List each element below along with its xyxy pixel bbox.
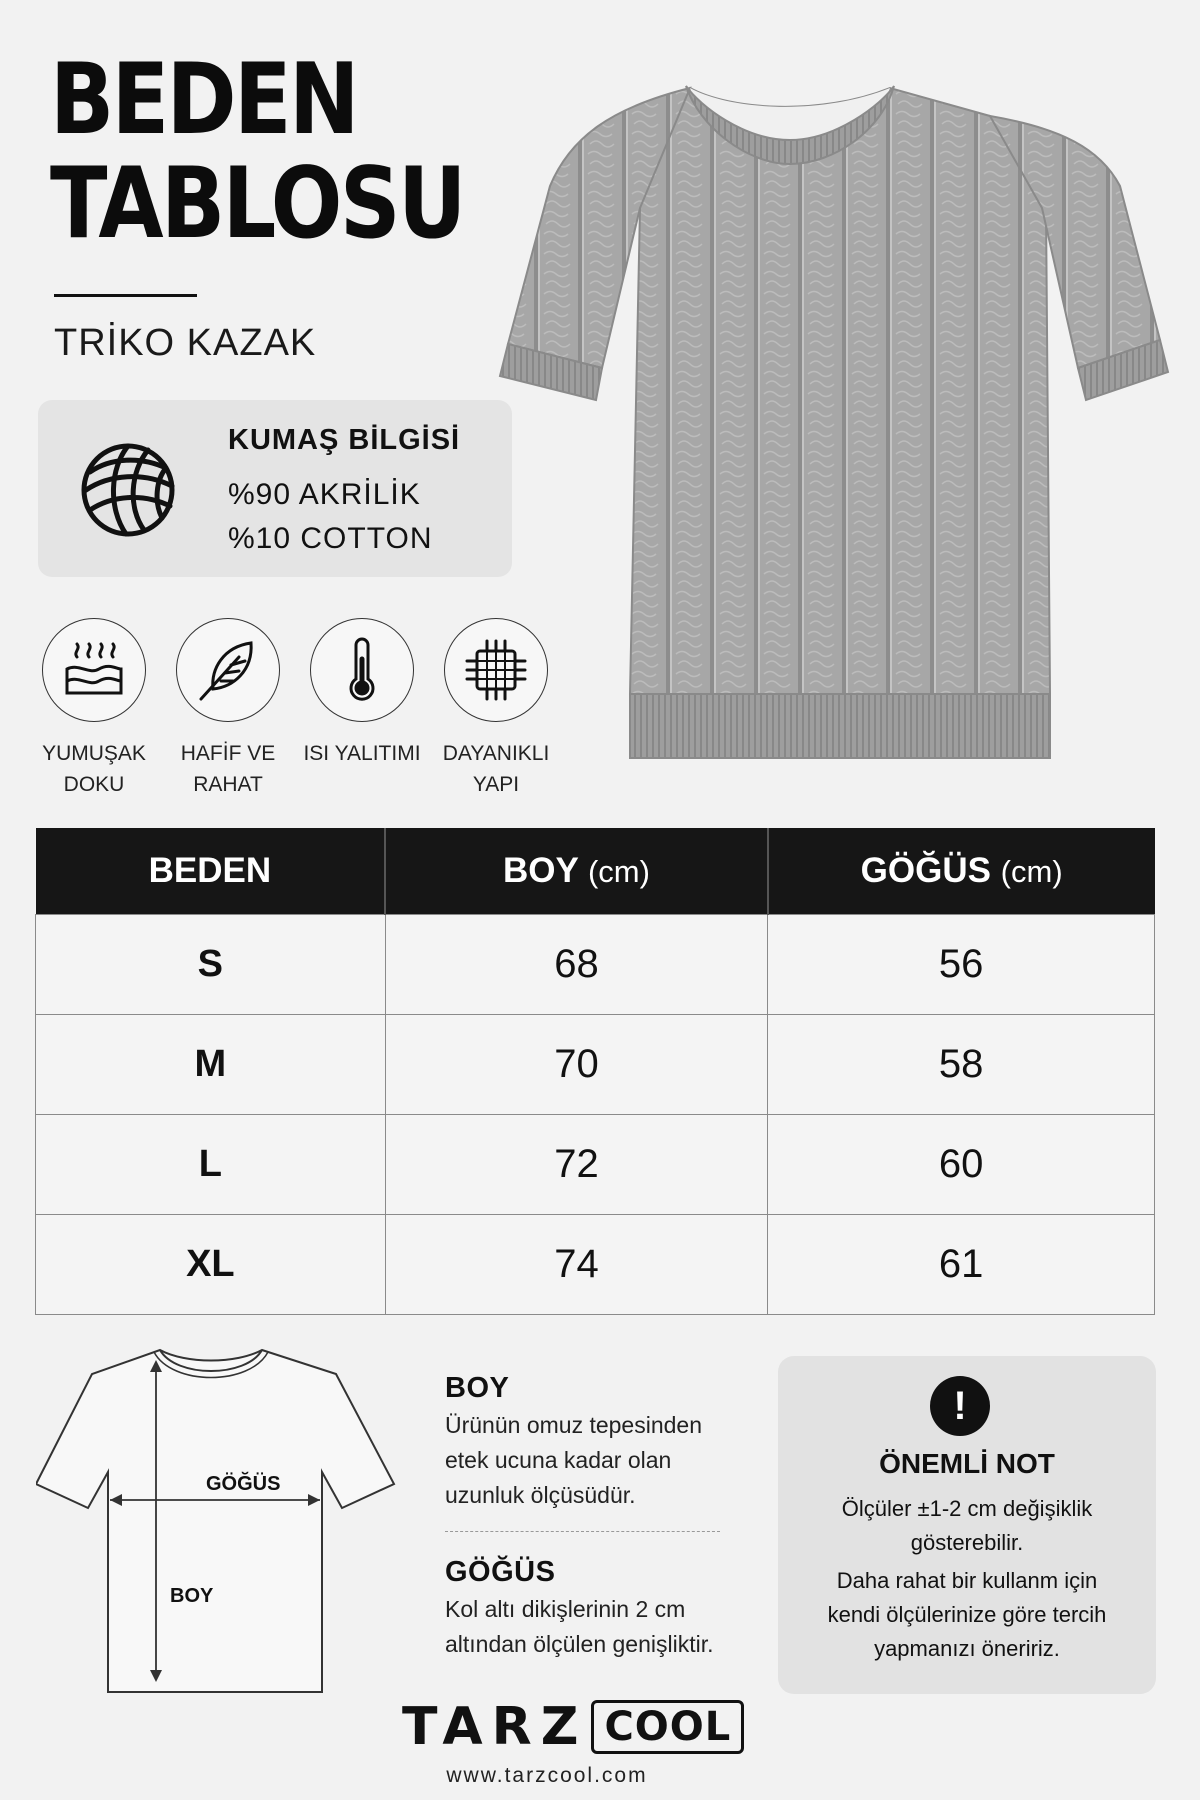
chest-cell: 61 — [768, 1214, 1155, 1314]
chest-cell: 56 — [768, 914, 1155, 1014]
chest-cell: 60 — [768, 1114, 1155, 1214]
feature-label-durable: DAYANIKLI YAPI — [442, 742, 550, 796]
table-row — [36, 1114, 1155, 1214]
brand-name-b: COOL — [591, 1700, 744, 1754]
chest-heading: GÖĞÜS — [445, 1556, 556, 1588]
length-cell: 72 — [385, 1114, 768, 1214]
feature-label-light: HAFİF VE RAHAT — [180, 742, 276, 796]
yarn-ball-icon — [70, 428, 190, 553]
important-note-card — [778, 1356, 1156, 1694]
title-line-1: BEDEN — [50, 43, 357, 157]
chest-description: Kol altı dikişlerinin 2 cm altından ölçülen genişliktir. — [445, 1596, 714, 1657]
size-cell: S — [36, 914, 386, 1014]
product-subtitle: TRİKO KAZAK — [54, 322, 317, 364]
length-cell: 74 — [385, 1214, 768, 1314]
length-cell: 68 — [385, 914, 768, 1014]
title-line-2: TABLOSU — [50, 147, 464, 261]
size-table — [35, 828, 1155, 1315]
note-heading: ÖNEMLİ NOT — [879, 1448, 1055, 1479]
table-header-row — [36, 828, 1155, 914]
length-cell: 70 — [385, 1014, 768, 1114]
size-cell: XL — [36, 1214, 386, 1314]
feather-icon — [176, 618, 280, 722]
fabric-heading: KUMAŞ BİLGİSİ — [228, 424, 461, 456]
column-header-size: BEDEN — [36, 828, 386, 914]
divider — [445, 1531, 720, 1532]
title-divider — [54, 294, 197, 297]
brand-url: www.tarzcool.com — [446, 1764, 648, 1787]
note-text-2: Daha rahat bir kullanm için kendi ölçülerinize göre tercih yapmanızı öneririz. — [827, 1568, 1107, 1661]
table-row — [36, 1014, 1155, 1114]
soft-fabric-icon — [42, 618, 146, 722]
product-image — [490, 58, 1170, 773]
fabric-info-card — [38, 400, 512, 577]
diagram-length-label: BOY — [170, 1585, 214, 1607]
chest-cell: 58 — [768, 1014, 1155, 1114]
exclamation-icon: ! — [930, 1376, 990, 1436]
column-header-chest: GÖĞÜS (cm) — [768, 828, 1155, 914]
note-text-1: Ölçüler ±1-2 cm değişiklik gösterebilir. — [841, 1496, 1093, 1555]
fabric-composition-2: %10 COTTON — [228, 522, 433, 555]
column-header-length: BOY (cm) — [385, 828, 768, 914]
diagram-chest-label: GÖĞÜS — [206, 1473, 281, 1495]
size-cell: M — [36, 1014, 386, 1114]
length-heading: BOY — [445, 1372, 510, 1404]
measurement-diagram — [36, 1340, 406, 1705]
feature-label-insulation: ISI YALITIMI — [303, 742, 421, 765]
brand-logo — [402, 1698, 744, 1756]
fabric-composition-1: %90 AKRİLİK — [228, 478, 421, 511]
feature-label-soft: YUMUŞAK DOKU — [42, 742, 146, 796]
size-cell: L — [36, 1114, 386, 1214]
thermometer-icon — [310, 618, 414, 722]
table-row — [36, 914, 1155, 1014]
brand-name-a: TARZ — [402, 1697, 588, 1757]
page-title — [50, 43, 464, 261]
length-description: Ürünün omuz tepesinden etek ucuna kadar olan uzunluk ölçüsüdür. — [445, 1412, 702, 1508]
table-row — [36, 1214, 1155, 1314]
